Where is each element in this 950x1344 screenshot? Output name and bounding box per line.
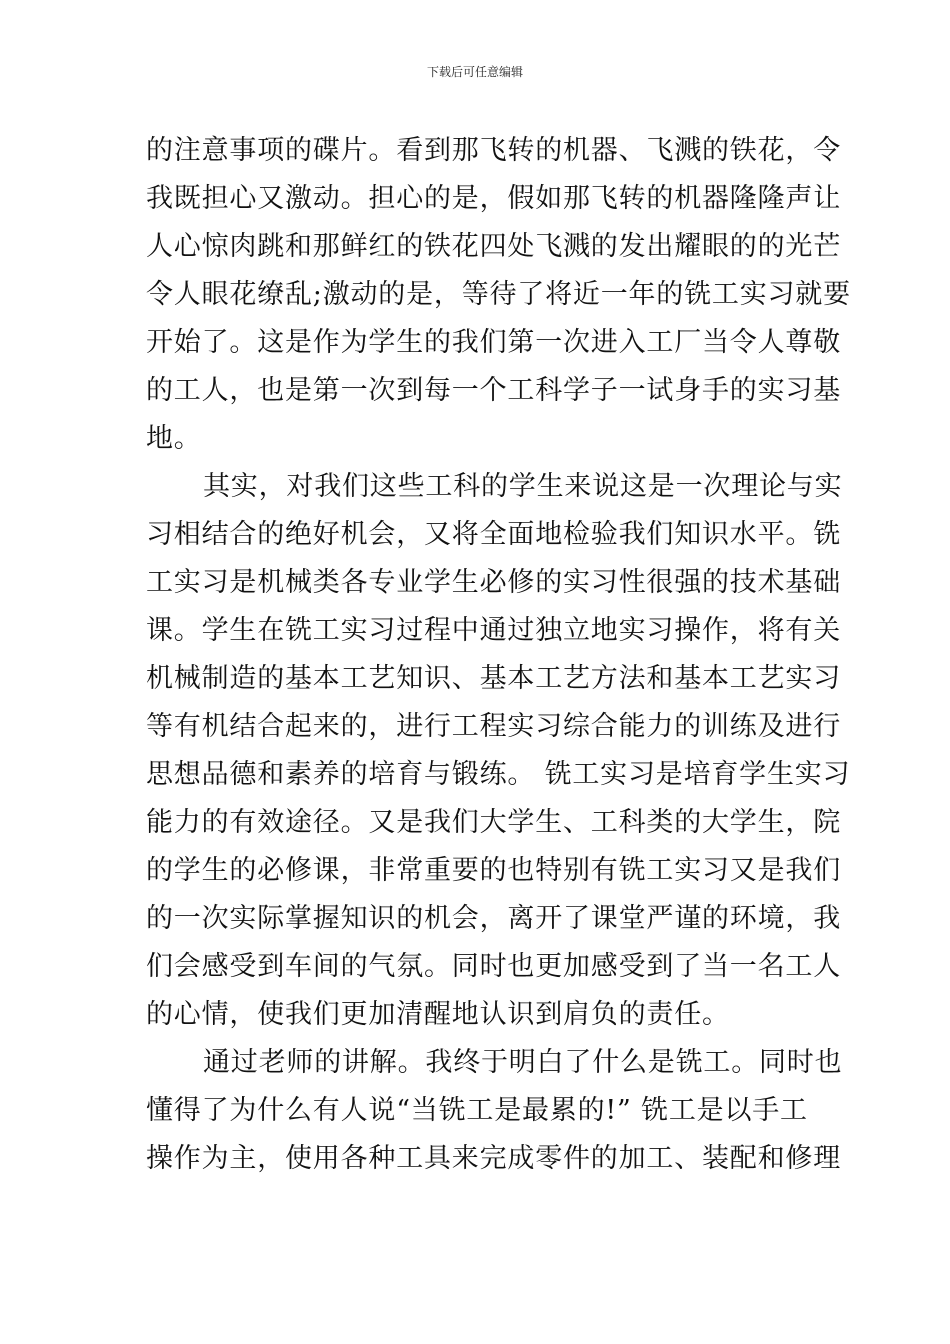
text-line: 的学生的必修课，非常重要的也特别有铣工实习又是我们: [146, 855, 841, 886]
text-line: 们会感受到车间的气氛。同时也更加感受到了当一名工人: [146, 951, 841, 982]
text-line: 开始了。这是作为学生的我们第一次进入工厂当令人尊敬: [146, 327, 841, 358]
text-line: 习相结合的绝好机会，又将全面地检验我们知识水平。铣: [146, 519, 841, 550]
text-line: 的一次实际掌握知识的机会，离开了课堂严谨的环境，我: [146, 903, 841, 934]
text-line: 的注意事项的碟片。看到那飞转的机器、飞溅的铁花，令: [146, 135, 841, 166]
paragraph-start-line: 其实，对我们这些工科的学生来说这是一次理论与实: [203, 471, 843, 502]
text-line: 机械制造的基本工艺知识、基本工艺方法和基本工艺实习: [146, 663, 841, 694]
text-line: 工实习是机械类各专业学生必修的实习性很强的技术基础: [146, 567, 841, 598]
text-line: 思想品德和素养的培育与锻练。 铣工实习是培育学生实习: [146, 759, 851, 790]
text-line: 地。: [146, 423, 202, 454]
text-line: 的心情，使我们更加清醒地认识到肩负的责任。: [146, 999, 730, 1030]
text-line: 我既担心又激动。担心的是，假如那飞转的机器隆隆声让: [146, 183, 841, 214]
text-line: 等有机结合起来的，进行工程实习综合能力的训练及进行: [146, 711, 841, 742]
text-line: 操作为主，使用各种工具来完成零件的加工、装配和修理: [146, 1143, 841, 1174]
text-line: 能力的有效途径。又是我们大学生、工科类的大学生，院: [146, 807, 841, 838]
text-line: 人心惊肉跳和那鲜红的铁花四处飞溅的发出耀眼的的光芒: [146, 231, 841, 262]
document-body: [146, 127, 851, 1183]
text-line: 令人眼花缭乱;激动的是，等待了将近一年的铣工实习就要: [146, 279, 851, 310]
text-line: 的工人，也是第一次到每一个工科学子一试身手的实习基: [146, 375, 841, 406]
paragraph-start-line: 通过老师的讲解。我终于明白了什么是铣工。同时也: [203, 1047, 843, 1078]
text-line: 课。学生在铣工实习过程中通过独立地实习操作，将有关: [146, 615, 841, 646]
page-header: 下载后可任意编辑: [426, 65, 523, 79]
text-line: 懂得了为什么有人说“当铣工是最累的!” 铣工是以手工: [146, 1095, 808, 1126]
